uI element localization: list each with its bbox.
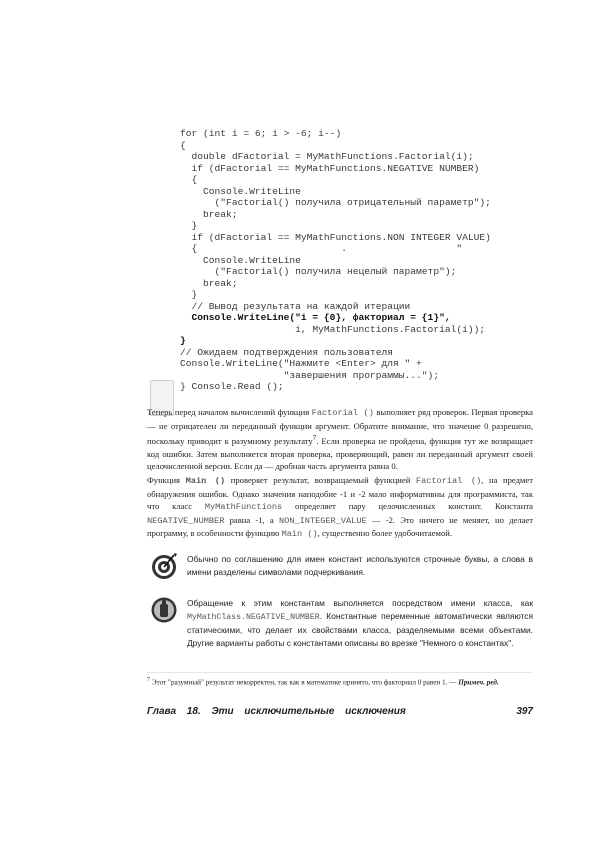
code-line: } <box>180 335 186 346</box>
code-line: break; <box>180 208 238 220</box>
code-line: } Console.Read (); <box>180 381 284 392</box>
code-line: for (int i = 6; i > -6; i--) <box>180 128 342 139</box>
code-line: Console.WriteLine <box>180 185 301 197</box>
code-line: Console.WriteLine("i = {0}, факториал = {1}", <box>180 312 451 323</box>
paragraph-main-checks: Функция Main () проверяет результат, возвращаемый функцией Factorial (), на предмет обнаружения ошибок. Однако значения наподобие -1 и -2 мало информативны для программиста, так что класс MyMathFunctions определяет пару целочисленных констант. Константа NEGATIVE_NUMBER равна -1, а NON_INTEGER_VALUE — -2. Это ничего не меняет, но делает программу, в особенности функцию Main (), существенно более удобочитаемой. <box>147 475 534 540</box>
code-line: // Ожидаем подтверждения пользователя <box>180 346 394 358</box>
target-tip-icon <box>150 552 178 580</box>
code-line: { . " <box>180 243 463 254</box>
page-footer <box>147 706 533 720</box>
code-line: break; <box>180 277 238 289</box>
footnote: $^7$ Этот "разумный" результат некорректен, так как в математике принято, что факториал 0 равен 1. — Примеч. ред. <box>147 677 499 687</box>
inline-code: MyMathClass.NEGATIVE_NUMBER <box>187 612 320 622</box>
inline-code: MyMathFunctions <box>204 502 283 513</box>
inline-code: Main () <box>185 476 226 486</box>
code-listing <box>180 128 540 393</box>
code-line: "завершения программы..."); <box>180 369 440 381</box>
technical-note: Обращение к этим константам выполняется посредством имени класса, как MyMathClass.NEGATIVE_NUMBER. Константные переменные автоматически являются статическими, что делает их свойствами класса, разделяемыми всеми объектами. Другие варианты работы с константами описаны во врезке "Немного о константах". <box>187 598 533 648</box>
inline-code: NON_INTEGER_VALUE <box>278 515 367 526</box>
code-line: if (dFactorial == MyMathFunctions.NON INTEGER VALUE) <box>180 231 491 243</box>
tip-note: Обычно по соглашению для имен констант используются строчные буквы, а слова в имени разделены символами подчеркивания. <box>187 554 533 577</box>
code-line: } <box>180 289 198 300</box>
code-line: i, MyMathFunctions.Factorial(i)); <box>180 323 486 335</box>
code-line: Console.WriteLine("Нажмите <Enter> для " + <box>180 358 422 369</box>
footnote-ref: 7 <box>312 434 317 443</box>
code-line: ("Factorial() получила отрицательный параметр"); <box>180 197 491 208</box>
code-line: } <box>180 220 198 231</box>
footnote-mark: 7 <box>147 677 150 683</box>
page-number: 397 <box>516 706 533 717</box>
code-line: double dFactorial = MyMathFunctions.Factorial(i); <box>180 151 474 162</box>
code-line: { <box>180 174 198 185</box>
footnote-divider <box>147 672 533 673</box>
code-line: Console.WriteLine <box>180 254 301 266</box>
inline-code: Factorial () <box>311 408 374 418</box>
code-line: ("Factorial() получила нецелый параметр"); <box>180 266 457 277</box>
inline-code: Factorial () <box>415 476 482 486</box>
technical-stuff-icon <box>150 596 178 624</box>
code-line: if (dFactorial == MyMathFunctions.NEGATIVE NUMBER) <box>180 162 480 174</box>
chapter-title: Глава 18. Эти исключительные исключения <box>147 706 406 717</box>
inline-code: Main () <box>281 529 318 540</box>
code-line: // Вывод результата на каждой итерации <box>180 300 411 312</box>
paragraph-factorial-checks: Теперь перед началом вычислений функция Factorial () выполняет ряд проверок. Первая проверка — не отрицателен ли переданный функции аргумент. Обратите внимание, что значение 0 разрешено, поскольку приводит к разумному результату$^7$. Если проверка не пройдена, функция тут же возвращает код ошибки. Затем выполняется вторая проверка, проверяющий, равен ли переданный аргумент своей целочисленной версии. Если да — дробная часть аргумента равна 0. <box>147 407 534 472</box>
code-line: { <box>180 139 186 151</box>
inline-code: NEGATIVE_NUMBER <box>147 515 225 526</box>
